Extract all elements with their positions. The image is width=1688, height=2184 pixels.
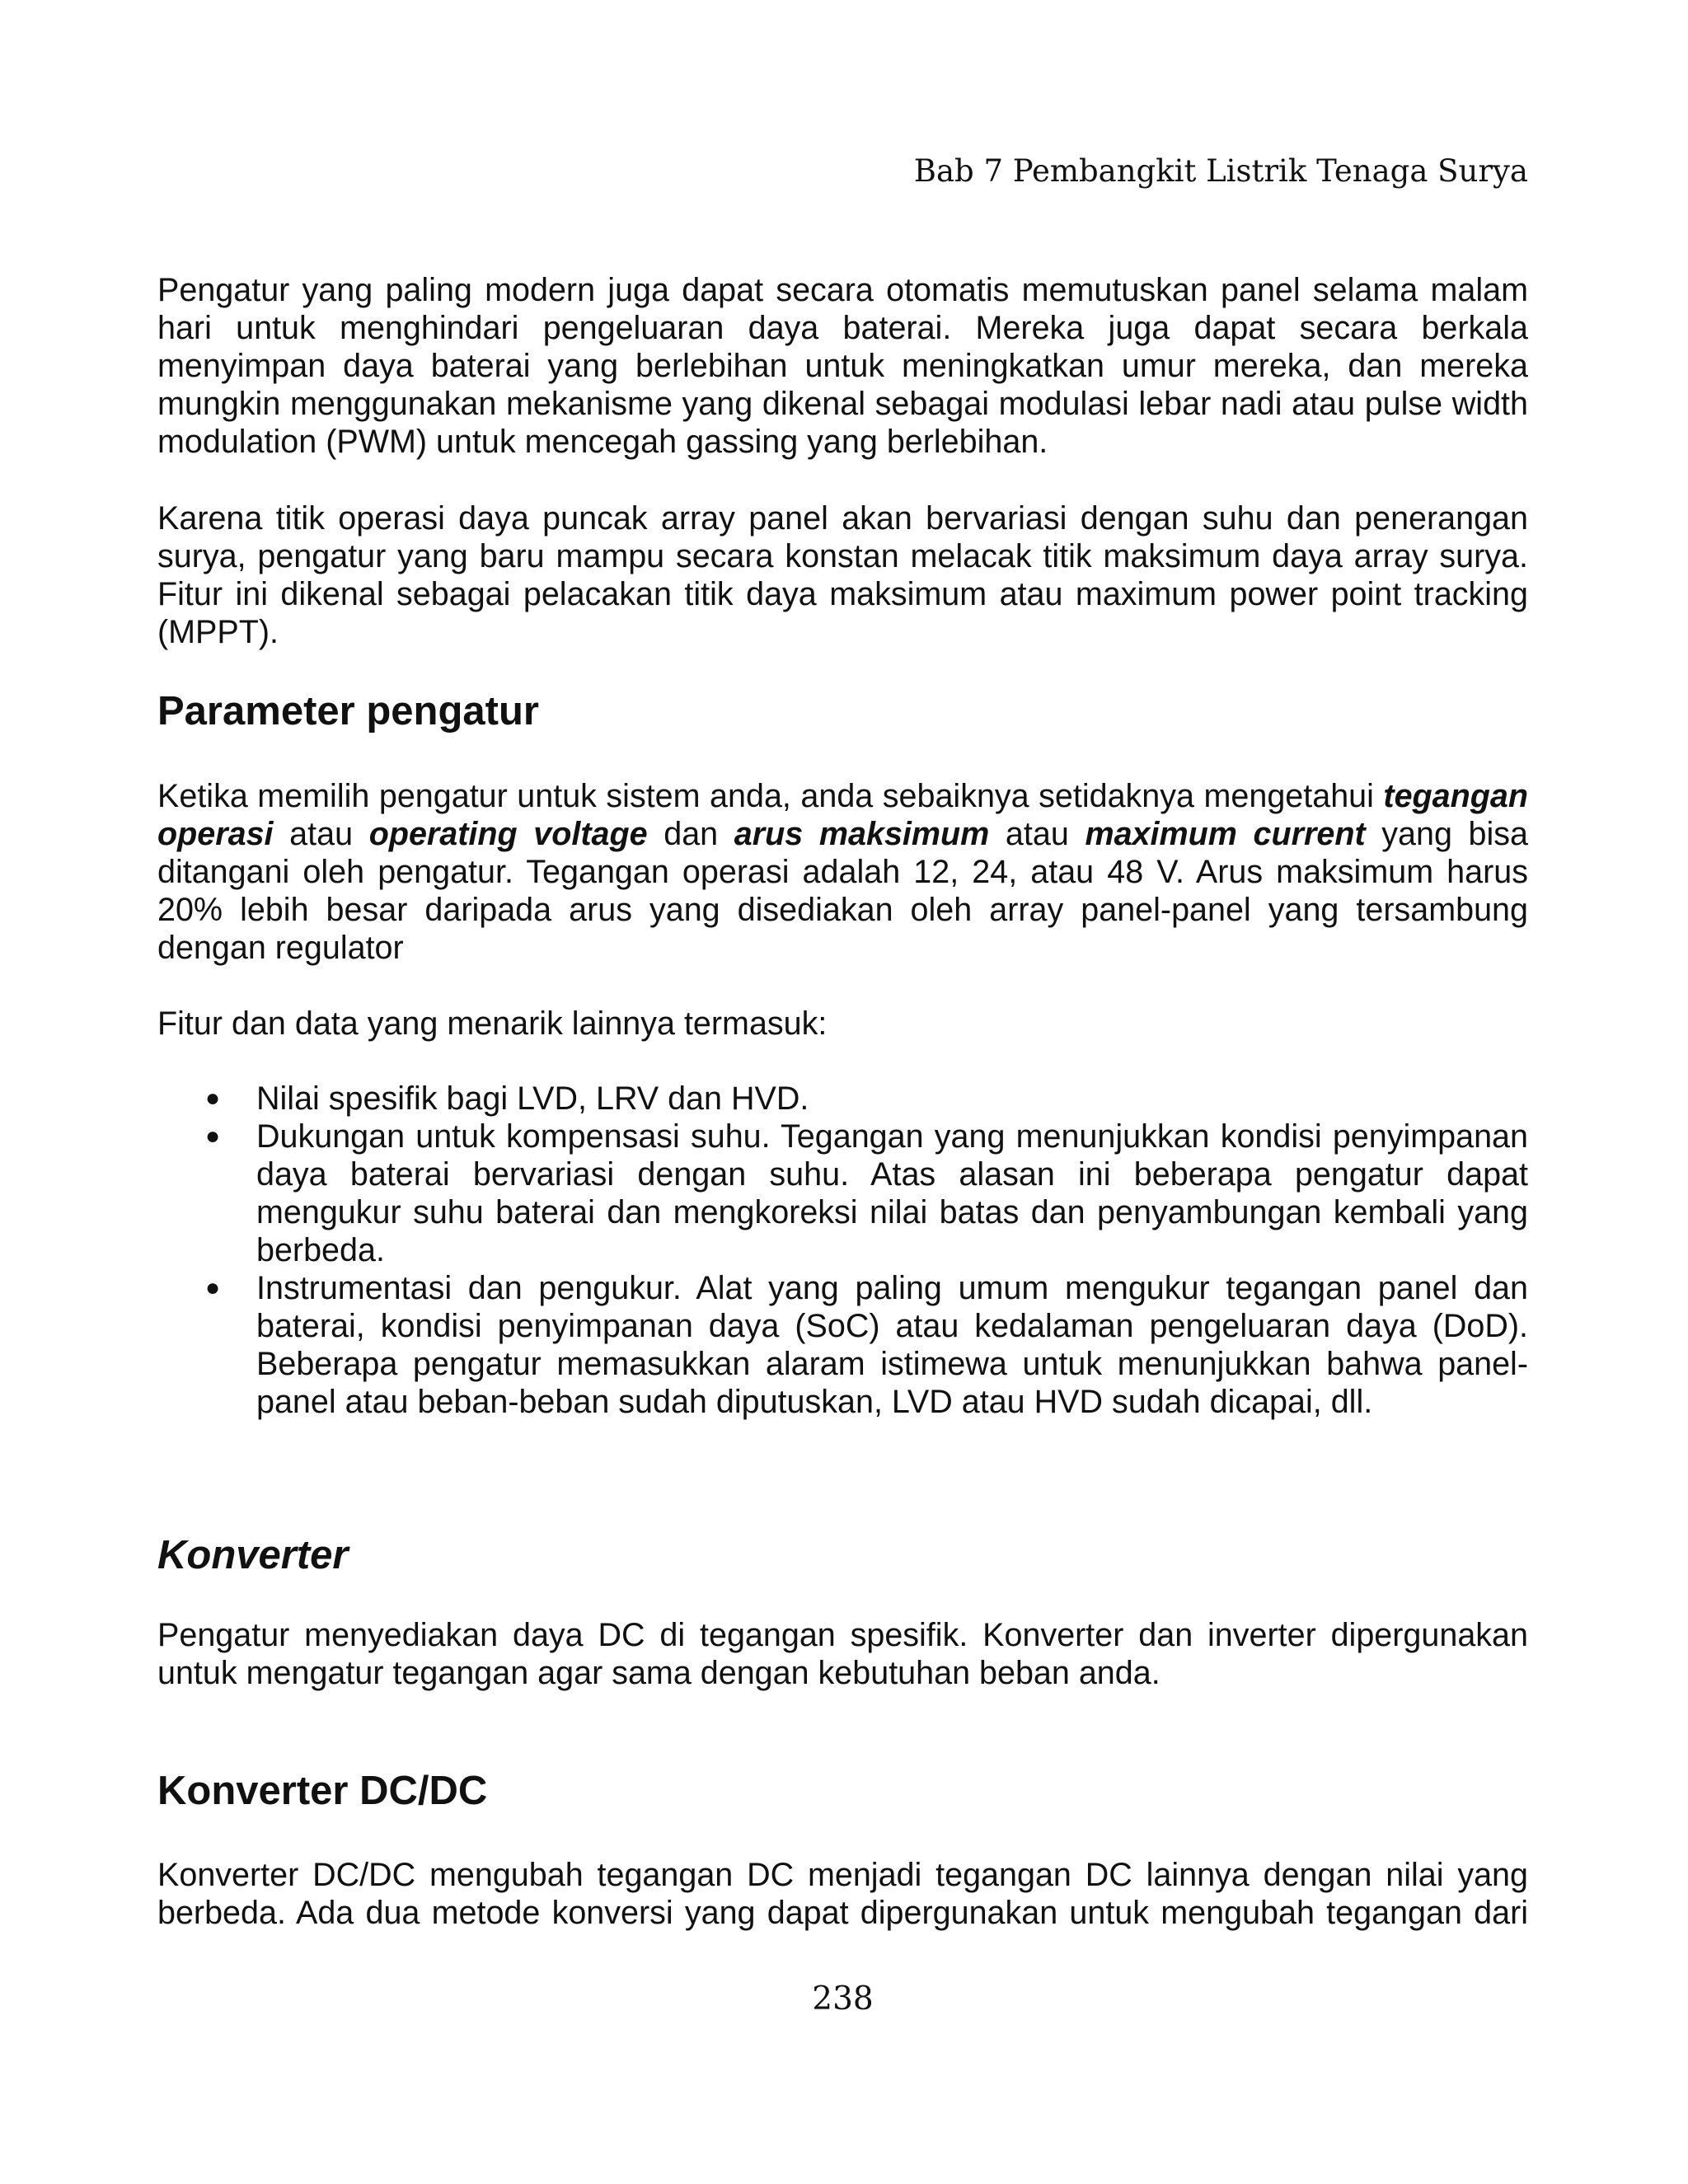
paragraph-fitur-intro: Fitur dan data yang menarik lainnya termasuk: [157,1005,828,1042]
heading-konverter-dcdc: Konverter DC/DC [157,1769,488,1813]
text-run: yang bisa ditangani oleh pengatur. Tegangan operasi adalah 12, 24, atau 48 V. Arus maksimum harus 20% lebih besar daripada arus yang disediakan oleh array panel-panel yang tersambung dengan regulator [157,816,1529,966]
heading-konverter: Konverter [157,1533,349,1577]
heading-parameter-pengatur: Parameter pengatur [157,689,539,733]
bullet-icon: ● [205,1122,221,1150]
bullet-icon: ● [205,1085,221,1112]
emphasis-tegangan-operasi: tegangan operasi [157,778,1528,852]
list-item [157,1269,1528,1421]
page-number: 238 [812,1980,874,2018]
paragraph-konverter: Pengatur menyediakan daya DC di tegangan spesifik. Konverter dan inverter dipergunakan untuk mengatur tegangan agar sama dengan kebutuhan beban anda. [157,1617,1528,1691]
list-item-text: Nilai spesifik bagi LVD, LRV dan HVD. [256,1080,809,1117]
emphasis-operating-voltage: operating voltage [368,816,648,852]
list-item-text: Instrumentasi dan pengukur. Alat yang paling umum mengukur tegangan panel dan baterai, kondisi penyimpanan daya (SoC) atau kedalaman pengeluaran daya (DoD). Beberapa pengatur memasukkan alaram istimewa untuk menunjukkan bahwa panel-panel atau beban-beban sudah diputuskan, LVD atau HVD sudah dicapai, dll. [256,1270,1528,1420]
paragraph-mppt: Karena titik operasi daya puncak array panel akan bervariasi dengan suhu dan penerangan surya, pengatur yang baru mampu secara konstan melacak titik maksimum daya array surya. Fitur ini dikenal sebagai pelacakan titik daya maksimum atau maximum power point tracking (MPPT). [157,500,1528,650]
text-run: atau [273,816,369,852]
list-item-text: Dukungan untuk kompensasi suhu. Tegangan yang menunjukkan kondisi penyimpanan daya baterai bervariasi dengan suhu. Atas alasan ini beberapa pengatur dapat mengukur suhu baterai dan mengkoreksi nilai batas dan penyambungan kembali yang berbeda. [256,1118,1528,1268]
text-run: atau [989,816,1085,852]
paragraph-pwm: Pengatur yang paling modern juga dapat secara otomatis memutuskan panel selama malam hari untuk menghindari pengeluaran daya baterai. Mereka juga dapat secara berkala menyimpan daya baterai yang berlebihan untuk meningkatkan umur mereka, dan mereka mungkin menggunakan mekanisme yang dikenal sebagai modulasi lebar nadi atau pulse width modulation (PWM) untuk mencegah gassing yang berlebihan. [157,272,1528,460]
emphasis-arus-maksimum: arus maksimum [734,816,990,852]
text-run: Ketika memilih pengatur untuk sistem anda, anda sebaiknya setidaknya mengetahui [157,778,1384,814]
feature-list [157,1080,1528,1421]
paragraph-parameter [157,777,1528,967]
text-run: dan [647,816,734,852]
emphasis-maximum-current: maximum current [1085,816,1366,852]
running-header: Bab 7 Pembangkit Listrik Tenaga Surya [913,153,1528,189]
list-item [157,1118,1528,1269]
paragraph-konverter-dcdc: Konverter DC/DC mengubah tegangan DC menjadi tegangan DC lainnya dengan nilai yang berbeda. Ada dua metode konversi yang dapat dipergunakan untuk mengubah tegangan dari [157,1857,1528,1931]
list-item [157,1080,1528,1118]
bullet-icon: ● [205,1274,221,1301]
